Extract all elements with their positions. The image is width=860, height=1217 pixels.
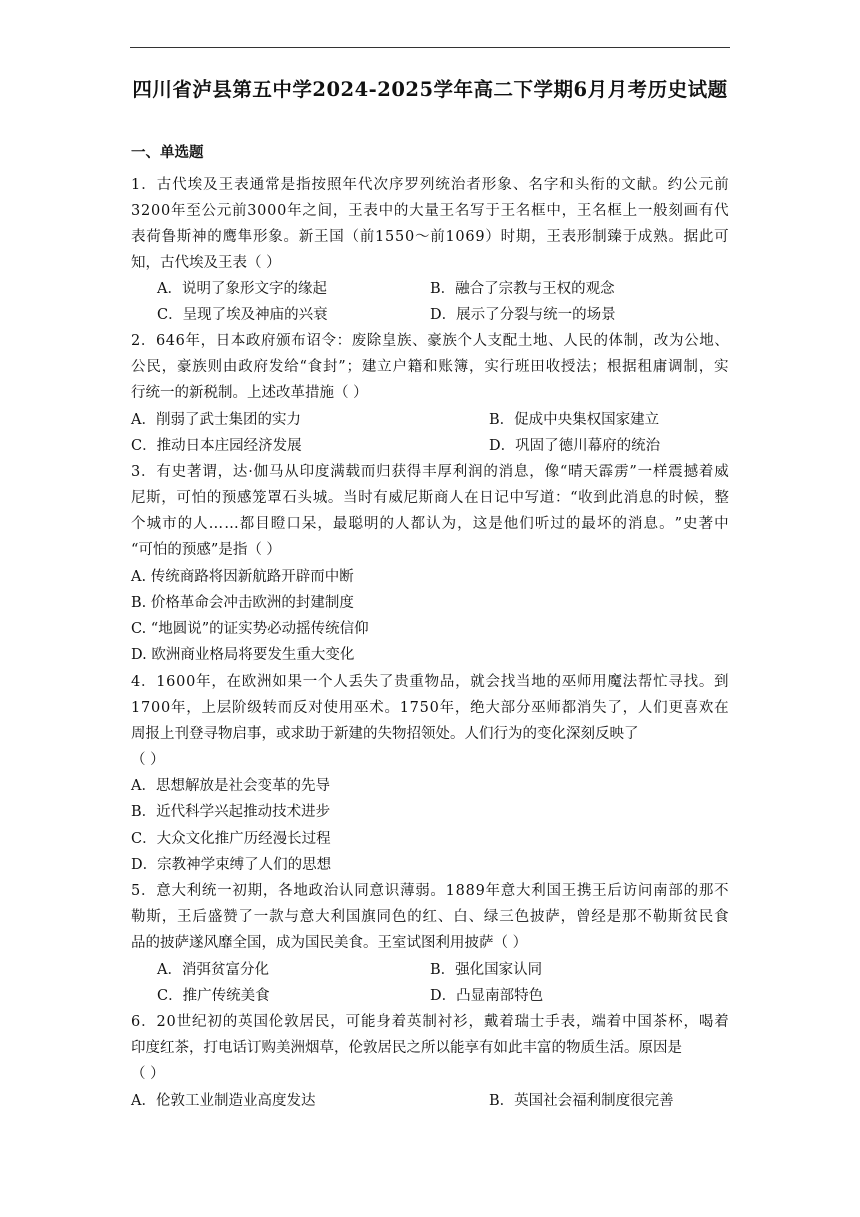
q3-line-4: “可怕的预感”是指（ ）	[131, 542, 281, 558]
q4-option-b: B．近代科学兴起推动技术进步	[131, 804, 331, 820]
q6-option-a: A．伦敦工业制造业高度发达	[131, 1093, 316, 1109]
q5-line-2: 勒 斯 ， 王 后 盛 赞 了 一 款 与 意 大 利 国 旗 同 色 的 红 、 白 、 绿 三 色 披 萨 ， 曾 经 是 那 不 勒 斯 贫 民 食	[131, 909, 729, 925]
q6-option-b: B．英国社会福利制度很完善	[489, 1093, 674, 1109]
q5-line-3: 品的披萨遂风靡全国，成为国民美食。王室试图利用披萨（ ）	[131, 935, 528, 951]
q1-line-4: 知，古代埃及王表（ ）	[131, 255, 281, 271]
q5-line-1: 5 ． 意 大 利 统 一 初 期 ， 各 地 政 治 认 同 意 识 薄 弱 。 1 8 8 9 年 意 大 利 国 王 携 王 后 访 问 南 部 的 那 不	[131, 883, 729, 899]
q1-option-a: A．说明了象形文字的缘起	[157, 281, 327, 297]
q2-option-c: C．推动日本庄园经济发展	[131, 438, 302, 454]
q4-option-d: D．宗教神学束缚了人们的思想	[131, 857, 332, 873]
q1-option-b: B．融合了宗教与王权的观念	[430, 281, 615, 297]
q4-option-a: A．思想解放是社会变革的先导	[131, 778, 330, 794]
q3-option-a: A. 传统商路将因新航路开辟而中断	[131, 569, 354, 585]
q6-line-1: 6 ． 2 0 世 纪 初 的 英 国 伦 敦 居 民 ， 可 能 身 着 英 制 衬 衫 ， 戴 着 瑞 士 手 表 ， 端 着 中 国 茶 杯 ， 喝 着	[131, 1014, 729, 1030]
q3-line-3: 个 城 市 的 人 … … 都 目 瞪 口 呆 ， 最 聪 明 的 人 都 认 为 ， 这 是 他 们 听 过 的 最 坏 的 消 息 。 ” 史 著 中	[131, 516, 729, 532]
q1-line-2: 3 2 0 0 年 至 公 元 前 3 0 0 0 年 之 间 ， 王 表 中 的 大 量 王 名 写 于 王 名 框 中 ， 王 名 框 上 一 般 刻 画 有 代	[131, 203, 729, 219]
q5-option-d: D．凸显南部特色	[430, 988, 544, 1004]
header-rule	[130, 47, 730, 48]
q4-line-1: 4 ． 1 6 0 0 年 ， 在 欧 洲 如 果 一 个 人 丢 失 了 贵 重 物 品 ， 就 会 找 当 地 的 巫 师 用 魔 法 帮 忙 寻 找 。 到	[131, 674, 729, 690]
q2-line-3: 行统一的新税制。上述改革措施（ ）	[131, 385, 368, 401]
q6-line-2: 印度红茶，打电话订购美洲烟草，伦敦居民之所以能享有如此丰富的物质生活。原因是	[131, 1040, 682, 1056]
q2-option-b: B．促成中央集权国家建立	[489, 412, 660, 428]
q6-line-3: （ ）	[131, 1066, 165, 1082]
q1-line-1: 1 ． 古 代 埃 及 王 表 通 常 是 指 按 照 年 代 次 序 罗 列 统 治 者 形 象 、 名 字 和 头 衔 的 文 献 。 约 公 元 前	[131, 177, 729, 193]
q2-line-2: 公 民 ， 豪 族 则 由 政 府 发 给 “ 食 封 ” ； 建 立 户 籍 和 账 簿 ， 实 行 班 田 收 授 法 ； 根 据 租 庸 调 制 ， 实	[131, 359, 729, 375]
q1-option-c: C．呈现了埃及神庙的兴衰	[157, 307, 328, 323]
q4-line-2: 1 7 0 0 年 ， 上 层 阶 级 转 而 反 对 使 用 巫 术 。 1 7 5 0 年 ， 绝 大 部 分 巫 师 都 消 失 了 ， 人 们 更 喜 欢 在	[131, 700, 729, 716]
q5-option-a: A．消弭贫富分化	[157, 962, 269, 978]
q5-option-b: B．强化国家认同	[430, 962, 543, 978]
q1-line-3: 表 荷 鲁 斯 神 的 鹰 隼 形 象 。 新 王 国 （ 前 1 5 5 0 ～ 前 1 0 6 9 ） 时 期 ， 王 表 形 制 臻 于 成 熟 。 据 此 可	[131, 229, 729, 245]
q3-line-1: 3 ． 有 史 著 谓 ， 达 · 伽 马 从 印 度 满 载 而 归 获 得 丰 厚 利 润 的 消 息 ， 像 “ 晴 天 霹 雳 ” 一 样 震 撼 着 威	[131, 464, 729, 480]
q3-option-b: B. 价格革命会冲击欧洲的封建制度	[131, 595, 354, 611]
q4-line-3: 周报上刊登寻物启事，或求助于新建的失物招领处。人们行为的变化深刻反映了	[131, 726, 639, 742]
section-heading: 一、单选题	[131, 144, 204, 161]
q2-option-a: A．削弱了武士集团的实力	[131, 412, 301, 428]
q3-line-2: 尼 斯 ， 可 怕 的 预 感 笼 罩 石 头 城 。 当 时 有 威 尼 斯 商 人 在 日 记 中 写 道 ： “ 收 到 此 消 息 的 时 候 ， 整	[131, 490, 729, 506]
q4-line-4: （ ）	[131, 752, 165, 768]
q2-line-1: 2 ． 6 4 6 年 ， 日 本 政 府 颁 布 诏 令 ： 废 除 皇 族 、 豪 族 个 人 支 配 土 地 、 人 民 的 体 制 ， 改 为 公 地 、	[131, 333, 729, 349]
q1-option-d: D．展示了分裂与统一的场景	[430, 307, 616, 323]
q5-option-c: C．推广传统美食	[157, 988, 270, 1004]
page-title: 四川省泸县第五中学2024-2025学年高二下学期6月月考历史试题	[132, 78, 728, 101]
q4-option-c: C．大众文化推广历经漫长过程	[131, 831, 331, 847]
q2-option-d: D．巩固了德川幕府的统治	[489, 438, 661, 454]
q3-option-d: D. 欧洲商业格局将要发生重大变化	[131, 647, 355, 663]
q3-option-c: C. “地圆说”的证实势必动摇传统信仰	[131, 621, 369, 637]
